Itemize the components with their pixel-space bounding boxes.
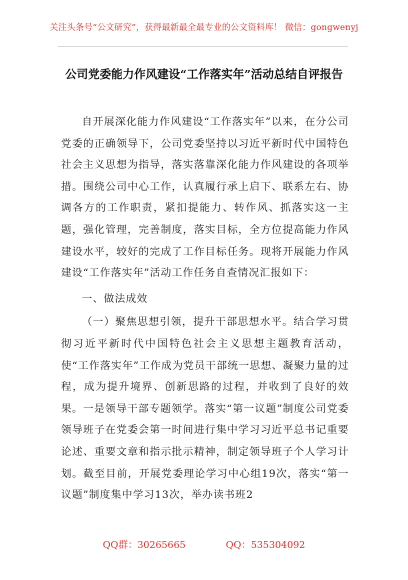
footer-contact xyxy=(0,537,408,551)
header-divider xyxy=(58,46,348,47)
footer-qq-group: QQ群：30265665 xyxy=(102,540,186,551)
document-title: 公司党委能力作风建设“工作落实年”活动总结自评报告 xyxy=(65,67,343,81)
body-paragraph-1: （一）聚焦思想引领，提升干部思想水平。结合学习贯彻习近平新时代中国特色社会主义思想主题教育活动，使“工作落实年”工作成为党员干部统一思想、凝聚力量的过程，成为提升境界、创新思路的过程，并收到了良好的效果。一是领导干部专题领学。落实“第一议题”制度公司党委领导班子在党委会第一时间进行集中学习习近平总书记重要论述、重要文章和指示批示精神，制定领导班子个人学习计划。截至目前，开展党委理论学习中心组19次，落实“第一议题”制度集中学习13次，举办读书班2 xyxy=(61,316,349,502)
section-heading: 一、做法成效 xyxy=(81,292,148,305)
body-paragraph-intro: 自开展深化能力作风建设“工作落实年”以来，在分公司党委的正确领导下，公司党委坚持以习近平新时代中国特色社会主义思想为指导，落实落靠深化能力作风建设的各项举措。围绕公司中心工作，认真履行承上启下、联系左右、协调各方的工作职责，紧扣提能力、转作风、抓落实这一主题，强化管理，完善制度，落实目标，全方位提高能力作风建设水平，较好的完成了工作目标任务。现将开展能力作风建设“工作落实年”活动工作任务自查情况汇报如下： xyxy=(61,116,349,280)
footer-qq: QQ：535304092 xyxy=(225,540,306,551)
document-body xyxy=(61,112,349,507)
header-promo-note: 关注头条号“公文研究”，获得最新最全最专业的公文资料库！ 微信：gongwenyj xyxy=(49,23,359,33)
